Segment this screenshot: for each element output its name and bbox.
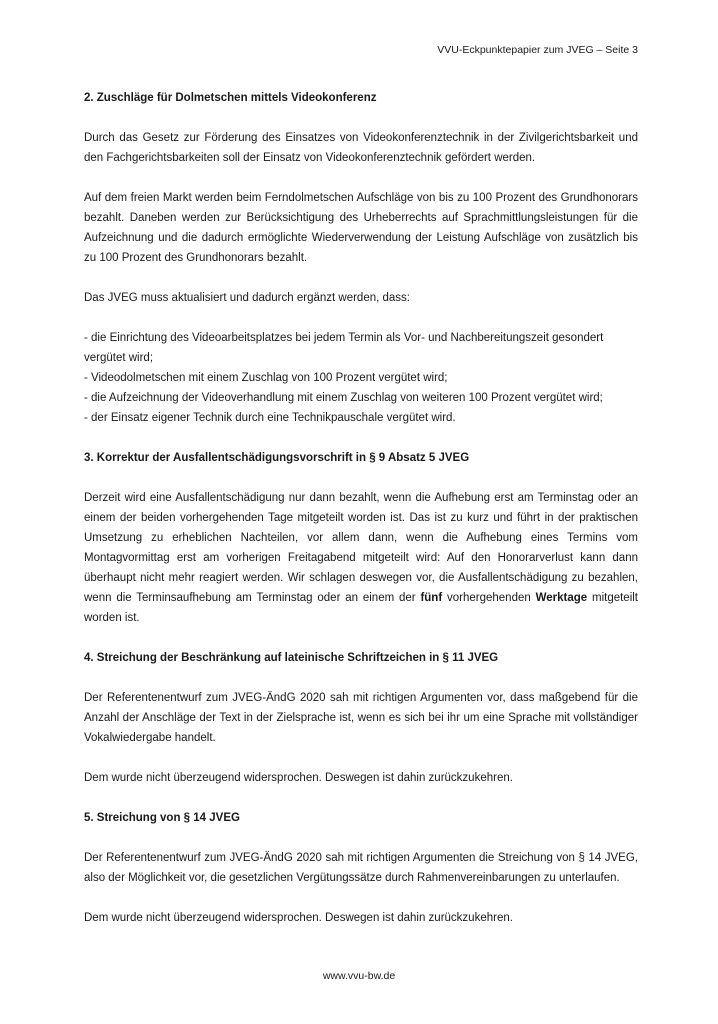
bold-text: fünf xyxy=(420,592,443,604)
list-item: - Videodolmetschen mit einem Zuschlag von 100 Prozent vergütet wird; xyxy=(84,372,448,384)
section-4-paragraph-2: Dem wurde nicht überzeugend widersprochen. Deswegen ist dahin zurückzukehren. xyxy=(84,772,513,784)
footer-url: www.vvu-bw.de xyxy=(322,970,396,982)
section-3 xyxy=(84,448,638,628)
running-header: VVU-Eckpunktepapier zum JVEG – Seite 3 xyxy=(437,44,638,56)
section-3-paragraph-1 xyxy=(84,488,638,628)
section-3-heading: 3. Korrektur der Ausfallentschädigungsvorschrift in § 9 Absatz 5 JVEG xyxy=(84,452,470,464)
section-2-paragraph-2: Auf dem freien Markt werden beim Ferndolmetschen Aufschläge von bis zu 100 Prozent des Grundhonorars bezahlt. Daneben werden zur Berücksichtigung des Urheberrechts auf Sprachmittlungsleistungen für die Aufzeichnung und die dadurch ermöglichte Wiederverwendung der Leistung Aufschläge von zusätzlich bis zu 100 Prozent des Grundhonorars bezahlt. xyxy=(84,192,638,264)
section-2-paragraph-1: Durch das Gesetz zur Förderung des Einsatzes von Videokonferenztechnik in der Zivilgerichtsbarkeit und den Fachgerichtsbarkeiten soll der Einsatz von Videokonferenztechnik gefördert werden. xyxy=(84,132,638,164)
section-4-heading: 4. Streichung der Beschränkung auf lateinische Schriftzeichen in § 11 JVEG xyxy=(84,652,499,664)
text-run: Derzeit wird eine Ausfallentschädigung nur dann bezahlt, wenn die Aufhebung erst am Terminstag oder an einem der beiden vorhergehenden Tage mitgeteilt worden ist. Das ist zu kurz und führt in der praktischen Umsetzung zu erheblichen Nachteilen, vor allem dann, wenn die Aufhebung eines Termins vom Montagvormittag erst am vorherigen Freitagabend mitgeteilt wird: Auf den Honorarverlust kann dann überhaupt nicht mehr reagiert werden. Wir schlagen deswegen vor, die Ausfallentschädigung zu bezahlen, wenn die Terminsaufhebung am Terminstag oder an einem der xyxy=(84,492,638,604)
section-2 xyxy=(84,88,638,428)
bold-text: Werktage xyxy=(535,592,588,604)
section-2-paragraph-3: Das JVEG muss aktualisiert und dadurch ergänzt werden, dass: xyxy=(84,292,410,304)
section-4-paragraph-1: Der Referentenentwurf zum JVEG-ÄndG 2020 sah mit richtigen Argumenten vor, dass maßgebend für die Anzahl der Anschläge der Text in der Zielsprache ist, wenn es sich bei ihr um eine Sprache mit vollständiger Vokalwiedergabe handelt. xyxy=(84,692,638,744)
list-item: - der Einsatz eigener Technik durch eine Technikpauschale vergütet wird. xyxy=(84,412,456,424)
section-5-paragraph-1: Der Referentenentwurf zum JVEG-ÄndG 2020 sah mit richtigen Argumenten die Streichung von § 14 JVEG, also der Möglichkeit vor, die gesetzlichen Vergütungssätze durch Rahmenvereinbarungen zu unterlaufen. xyxy=(84,852,638,884)
section-2-list xyxy=(84,328,638,428)
section-4 xyxy=(84,648,638,788)
text-run: mitgeteilt worden ist. xyxy=(84,592,638,624)
text-run: vorhergehenden xyxy=(442,592,536,604)
page-content xyxy=(84,88,638,948)
section-5 xyxy=(84,808,638,928)
section-5-heading: 5. Streichung von § 14 JVEG xyxy=(84,812,240,824)
section-5-paragraph-2: Dem wurde nicht überzeugend widersprochen. Deswegen ist dahin zurückzukehren. xyxy=(84,912,513,924)
section-2-heading: 2. Zuschläge für Dolmetschen mittels Videokonferenz xyxy=(84,92,377,104)
list-item: - die Aufzeichnung der Videoverhandlung mit einem Zuschlag von weiteren 100 Prozent vergütet wird; xyxy=(84,392,603,404)
list-item: - die Einrichtung des Videoarbeitsplatzes bei jedem Termin als Vor- und Nachbereitungszeit gesondert vergütet wird; xyxy=(84,332,604,364)
